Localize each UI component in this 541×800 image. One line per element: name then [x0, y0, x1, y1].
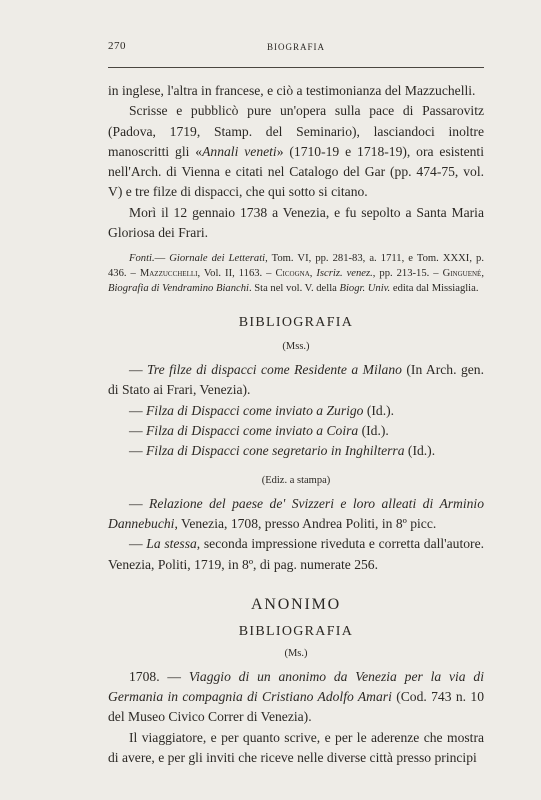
fonti-mazzucchelli: Mazzucchelli [139, 267, 198, 279]
entry-rest: (In Arch. gen. di Stato ai Frari, Venezia). [108, 362, 484, 398]
fonti-biografia: Biografia di Vendramino Bianchi [108, 282, 249, 294]
bibliografia-heading: BIBLIOGRAFIA [238, 315, 354, 331]
page-number: 270 [108, 40, 126, 52]
entry-title: Filza di Dispacci come inviato a Coira [146, 423, 359, 439]
header-rule [108, 67, 484, 68]
mss-entry [108, 401, 484, 421]
ms-label: (Ms.) [284, 647, 308, 659]
entry-year: 1708. — [129, 668, 189, 684]
fonti-text-4: , pp. 213-15. – [372, 267, 443, 279]
entry-title: Viaggio di un anonimo da Venezia per la via di Germania in compagnia di Cristiano Adolfo Amari [108, 668, 484, 705]
mss-label: (Mss.) [282, 341, 310, 353]
entry-rest: (Id.). [363, 402, 395, 418]
paragraph-2-part-a: Scrisse e pubblicò pure un'opera sulla pace di Passarovitz (Padova, 1719, Stamp. del Seminario), lasciandoci inoltre manoscritti gli « [108, 103, 484, 159]
entry-dash: — [129, 536, 147, 552]
paragraph-3: Morì il 12 gennaio 1738 a Venezia, e fu sepolto a Santa Maria Gloriosa dei Frari. [108, 204, 484, 241]
fonti-ginguene: Ginguené [442, 267, 482, 279]
stampa-label: (Ediz. a stampa) [261, 474, 331, 486]
fonti-label: Fonti. [129, 253, 155, 265]
entry-title: Relazione del paese de' Svizzeri e loro alleati di Arminio Dannebuchi [108, 495, 484, 531]
stampa-entry [108, 494, 484, 535]
fonti-cicogna: Cicogna [275, 267, 310, 279]
anonimo-paragraph: Il viaggiatore, e per quanto scrive, e per le aderenze che mostra di avere, e per gli inviti che riceve nelle diverse città presso principi [108, 729, 484, 766]
fonti-iscrizioni: Iscriz. venez. [316, 267, 373, 279]
mss-entry [108, 441, 484, 461]
mss-entry [108, 421, 484, 441]
entry-dash: — [129, 402, 146, 418]
fonti-biogr-univ: Biogr. Univ. [339, 282, 391, 294]
fonti-note [108, 252, 484, 296]
fonti-text-1: , Tom. VI, pp. 281-83, a. 1711, e Tom. XXXI, p. 436. – [108, 253, 484, 279]
entry-title: Tre filze di dispacci come Residente a Milano [147, 362, 402, 378]
entry-dash: — [129, 495, 150, 511]
entry-dash: — [129, 443, 146, 459]
fonti-text-7: edita dal Missiaglia. [390, 282, 479, 294]
entry-title: Filza di Dispacci cone segretario in Inghilterra [146, 443, 405, 459]
paragraph-2-part-c: » (1710-19 e 1718-19), ora esistenti nell'Arch. di Vienna e citati nel Catalogo del Gar (pp. 474-75, vol. V) e tre filze di dispacci, che qui sotto si citano. [108, 143, 484, 200]
fonti-dash: — [154, 253, 170, 265]
anonimo-bibliografia-heading: BIBLIOGRAFIA [238, 623, 354, 639]
entry-rest: (Cod. 743 n. 10 del Museo Civico Correr di Venezia). [108, 689, 484, 725]
body-text [108, 81, 484, 768]
entry-dash: — [129, 423, 146, 439]
entry-rest: (Id.). [404, 443, 436, 459]
mss-entry [108, 360, 484, 401]
entry-dash: — [129, 362, 148, 378]
fonti-giornale: Giornale dei Letterati [169, 253, 266, 265]
fonti-text-2: , Vol. II, 1163. – [197, 267, 276, 279]
paragraph-1: in inglese, l'altra in francese, e ciò a testimonianza del Mazzuchelli. [108, 83, 476, 98]
running-title: BIOGRAFIA [266, 42, 325, 52]
entry-rest: , Venezia, 1708, presso Andrea Politi, in 8º picc. [174, 515, 437, 531]
paragraph-2 [108, 101, 484, 202]
stampa-entry [108, 534, 484, 575]
fonti-text-5: , [481, 267, 484, 279]
fonti-text-6: . Sta nel vol. V. della [248, 282, 340, 294]
entry-rest: , seconda impressione riveduta e corretta dall'autore. Venezia, Politi, 1719, in 8º, di pag. numerate 256. [108, 536, 484, 572]
entry-title: Filza di Dispacci come inviato a Zurigo [146, 402, 364, 418]
anonimo-entry [108, 667, 484, 728]
annali-veneti-title: Annali veneti [202, 143, 277, 159]
fonti-text-3: , [309, 267, 317, 279]
anonimo-heading: ANONIMO [251, 595, 341, 613]
entry-rest: (Id.). [358, 423, 389, 439]
entry-title: La stessa [146, 536, 197, 552]
